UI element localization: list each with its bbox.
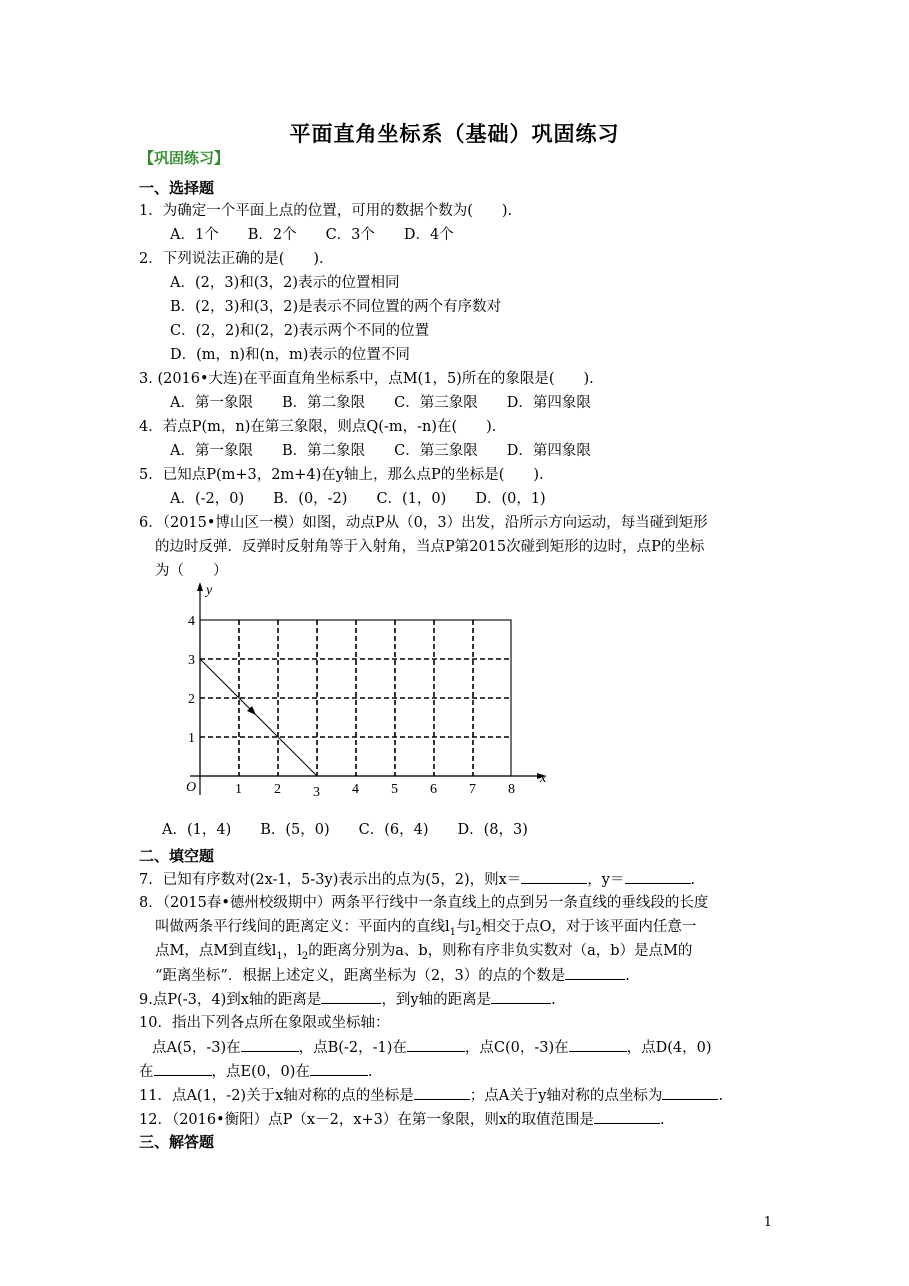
x-tick-7: 7 bbox=[469, 782, 476, 797]
page-number: 1 bbox=[763, 1215, 772, 1230]
q11-line: 11．点A(1，-2)关于x轴对称的点的坐标是 ；点A关于y轴对称的点坐标为 . bbox=[139, 1085, 723, 1106]
section-solve: 三、解答题 bbox=[139, 1133, 215, 1151]
y-tick-1: 1 bbox=[188, 731, 195, 746]
q11-blank-x bbox=[414, 1085, 470, 1100]
q4-stem: 4．若点P(m，n)在第三象限，则点Q(-m，-n)在( ). bbox=[139, 419, 497, 435]
q10-blank-d bbox=[154, 1061, 212, 1076]
q1-stem: 1．为确定一个平面上点的位置，可用的数据个数为( ). bbox=[139, 203, 513, 219]
q9-line: 9.点P(-3，4)到x轴的距离是 ，到y轴的距离是 . bbox=[139, 989, 556, 1010]
q10-line-2: 点A(5，-3)在 ，点B(-2，-1)在 ，点C(0，-3)在 ，点D(4，0) bbox=[152, 1037, 712, 1058]
q7-line: 7．已知有序数对(2x-1，5-3y)表示出的点为(5，2)，则x＝ ，y＝ . bbox=[139, 869, 695, 890]
q7-blank-x bbox=[521, 869, 587, 884]
q10-blank-e bbox=[310, 1061, 368, 1076]
q8-blank bbox=[565, 965, 625, 980]
y-tick-3: 3 bbox=[188, 653, 195, 668]
q6-options: A．(1，4) B．(5，0) C．(6，4) D．(8，3) bbox=[162, 822, 528, 838]
q2-option-d: D．(m，n)和(n，m)表示的位置不同 bbox=[170, 347, 410, 363]
q11-blank-y bbox=[662, 1085, 718, 1100]
q12-blank bbox=[594, 1109, 660, 1124]
q2-option-b: B．(2，3)和(3，2)是表示不同位置的两个有序数对 bbox=[170, 299, 502, 315]
q5-stem: 5．已知点P(m+3，2m+4)在y轴上，那么点P的坐标是( ). bbox=[139, 467, 544, 483]
q10-stem: 10．指出下列各点所在象限或坐标轴： bbox=[139, 1015, 390, 1031]
x-axis-label: x bbox=[540, 771, 547, 786]
q2-option-a: A．(2，3)和(3，2)表示的位置相同 bbox=[170, 275, 400, 291]
q8-line-4: “距离坐标”．根据上述定义，距离坐标为（2，3）的点的个数是 . bbox=[155, 965, 630, 986]
q10-blank-a bbox=[241, 1037, 299, 1052]
q9-blank-y bbox=[491, 989, 551, 1004]
q6-line-3: 为（ ） bbox=[155, 563, 228, 579]
q7-blank-y bbox=[625, 869, 691, 884]
q12-line: 12．（2016•衡阳）点P（x－2，x+3）在第一象限，则x的取值范围是 . bbox=[139, 1109, 665, 1130]
q8-line-3: 点M，点M到直线$l_1$，$l_2$的距离分别为a、b，则称有序非负实数对（a，b）是点M的 bbox=[155, 943, 693, 962]
q10-blank-c bbox=[569, 1037, 627, 1052]
x-tick-6: 6 bbox=[430, 782, 437, 797]
y-axis-arrow bbox=[197, 582, 203, 591]
y-axis-label: y bbox=[206, 583, 213, 598]
q8-line-2: 叫做两条平行线间的距离定义：平面内的直线$l_1$与$l_2$相交于点O，对于该平面内任意一 bbox=[155, 919, 697, 938]
motion-path bbox=[200, 659, 317, 776]
page-title: 平面直角坐标系（基础）巩固练习 bbox=[289, 121, 620, 146]
section-fill: 二、填空题 bbox=[139, 847, 215, 865]
exercise-tag: 【巩固练习】 bbox=[139, 149, 230, 167]
q10-line-3: 在 ，点E(0，0)在 . bbox=[139, 1061, 372, 1082]
origin-label: O bbox=[186, 780, 197, 795]
q4-options: A．第一象限 B．第二象限 C．第三象限 D．第四象限 bbox=[170, 443, 591, 459]
q10-blank-b bbox=[407, 1037, 465, 1052]
q2-stem: 2．下列说法正确的是( ). bbox=[139, 251, 324, 267]
q2-option-c: C．(2，2)和(2，2)表示两个不同的位置 bbox=[170, 323, 430, 339]
x-tick-1: 1 bbox=[235, 782, 242, 797]
x-tick-3: 3 bbox=[313, 785, 320, 800]
q9-blank-x bbox=[321, 989, 381, 1004]
y-tick-2: 2 bbox=[188, 692, 195, 707]
q6-line-1: 6．（2015•博山区一模）如图，动点P从（0，3）出发，沿所示方向运动，每当碰到矩形 bbox=[139, 515, 708, 531]
x-tick-5: 5 bbox=[391, 782, 398, 797]
q6-line-2: 的边时反弹．反弹时反射角等于入射角，当点P第2015次碰到矩形的边时，点P的坐标 bbox=[155, 539, 705, 555]
x-tick-2: 2 bbox=[274, 782, 281, 797]
q3-options: A．第一象限 B．第二象限 C．第三象限 D．第四象限 bbox=[170, 395, 591, 411]
q1-options: A．1个 B．2个 C．3个 D．4个 bbox=[170, 227, 454, 243]
coordinate-figure bbox=[170, 580, 560, 815]
q5-options: A．(-2，0) B．(0，-2) C．(1，0) D．(0，1) bbox=[170, 491, 546, 507]
q3-stem: 3. (2016•大连)在平面直角坐标系中，点M(1，5)所在的象限是( ). bbox=[139, 371, 594, 387]
grid bbox=[200, 620, 511, 776]
x-tick-8: 8 bbox=[508, 782, 515, 797]
x-tick-4: 4 bbox=[352, 782, 359, 797]
y-tick-4: 4 bbox=[188, 614, 195, 629]
q8-line-1: 8．（2015春•德州校级期中）两条平行线中一条直线上的点到另一条直线的垂线段的长度 bbox=[139, 895, 709, 911]
section-choice: 一、选择题 bbox=[139, 179, 215, 197]
